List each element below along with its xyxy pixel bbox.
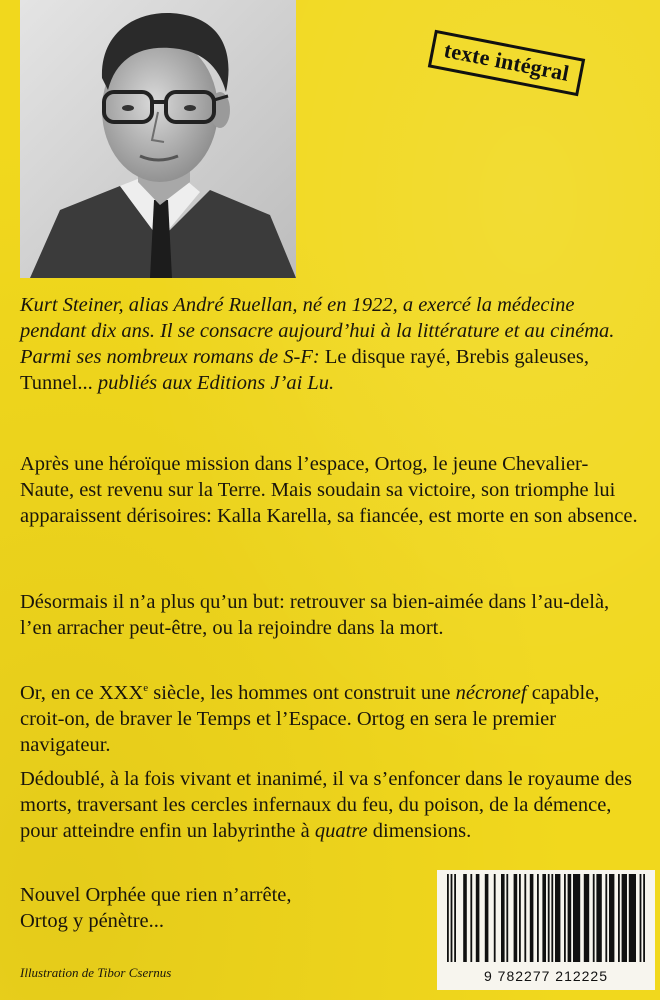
barcode-number: 9 782277 212225: [484, 968, 608, 984]
barcode-bar: [506, 874, 508, 962]
barcode-bar: [605, 874, 607, 962]
bio-titles: Le disque rayé, Brebis galeuses, Tunnel...: [20, 346, 589, 394]
barcode-bar: [476, 874, 480, 962]
barcode-bar: [568, 874, 572, 962]
barcode-bar: [629, 874, 636, 962]
barcode-bar: [643, 874, 645, 962]
barcode-bar: [519, 874, 521, 962]
barcode-bar: [573, 874, 580, 962]
synopsis-paragraph-2: Désormais il n’a plus qu’un but: retrouver sa bien-aimée dans l’au-delà, l’en arracher peut-être, ou la rejoindre dans la mort.: [20, 591, 610, 639]
p3-superscript: e: [143, 682, 149, 694]
synopsis-paragraph-5: Nouvel Orphée que rien n’arrête, Ortog y pénètre...: [20, 884, 292, 932]
author-bio: [20, 292, 640, 396]
synopsis-paragraph-1: Après une héroïque mission dans l’espace, Ortog, le jeune Chevalier-Naute, est revenu sur la Terre. Mais soudain sa victoire, son triomphe lui apparaissent dérisoires: Kalla Karella, sa fiancée, est morte en son absence.: [20, 453, 638, 527]
bio-text: Kurt Steiner, alias André Ruellan, né en 1922, a exercé la médecine pendant dix ans. Il se consacre aujourd’hui à la littérature et au cinéma. Parmi ses nombreux romans de S-F:: [20, 294, 615, 368]
author-photo: [20, 0, 296, 278]
p3-italic: nécronef: [455, 681, 527, 704]
barcode-bar: [494, 874, 496, 962]
barcode-bar: [618, 874, 620, 962]
barcode-bar: [596, 874, 601, 962]
barcode-bar: [542, 874, 546, 962]
texte-integral-stamp: texte intégral: [428, 30, 585, 96]
barcode-bar: [555, 874, 560, 962]
barcode-bar: [584, 874, 589, 962]
barcode-bar: [447, 874, 449, 962]
p4-text-b: dimensions.: [367, 820, 472, 842]
bio-publisher: publiés aux Editions J’ai Lu.: [92, 372, 335, 394]
p3-text-b: siècle, les hommes ont construit une: [148, 681, 456, 704]
synopsis-paragraph-4: [20, 766, 640, 844]
illustration-credit: Illustration de Tibor Csernus: [20, 965, 172, 980]
barcode-bar: [548, 874, 550, 962]
barcode-bar: [524, 874, 526, 962]
barcode-bar: [454, 874, 456, 962]
barcode: [437, 870, 655, 990]
barcode-bar: [537, 874, 539, 962]
p3-text-c: capable, croit-on, de braver le Temps et l’Espace. Ortog en sera le premier navigateur.: [20, 681, 600, 756]
barcode-bar: [501, 874, 505, 962]
barcode-bar: [514, 874, 518, 962]
barcode-bar: [470, 874, 472, 962]
barcode-bar: [593, 874, 595, 962]
barcode-bar: [485, 874, 489, 962]
synopsis-paragraph-3: [20, 675, 640, 758]
barcode-bar: [463, 874, 467, 962]
barcode-bar: [530, 874, 534, 962]
p4-text-a: Dédoublé, à la fois vivant et inanimé, il va s’enfoncer dans le royaume des morts, traversant les cercles infernaux du feu, du poison, de la démence, pour atteindre enfin un labyrinthe à: [20, 768, 632, 842]
barcode-bar: [451, 874, 453, 962]
barcode-bar: [640, 874, 642, 962]
p4-italic: quatre: [314, 820, 368, 842]
p3-text-a: Or, en ce XXX: [20, 681, 144, 704]
barcode-bar: [551, 874, 553, 962]
barcode-bar: [622, 874, 627, 962]
barcode-bar: [609, 874, 614, 962]
barcode-bar: [564, 874, 566, 962]
